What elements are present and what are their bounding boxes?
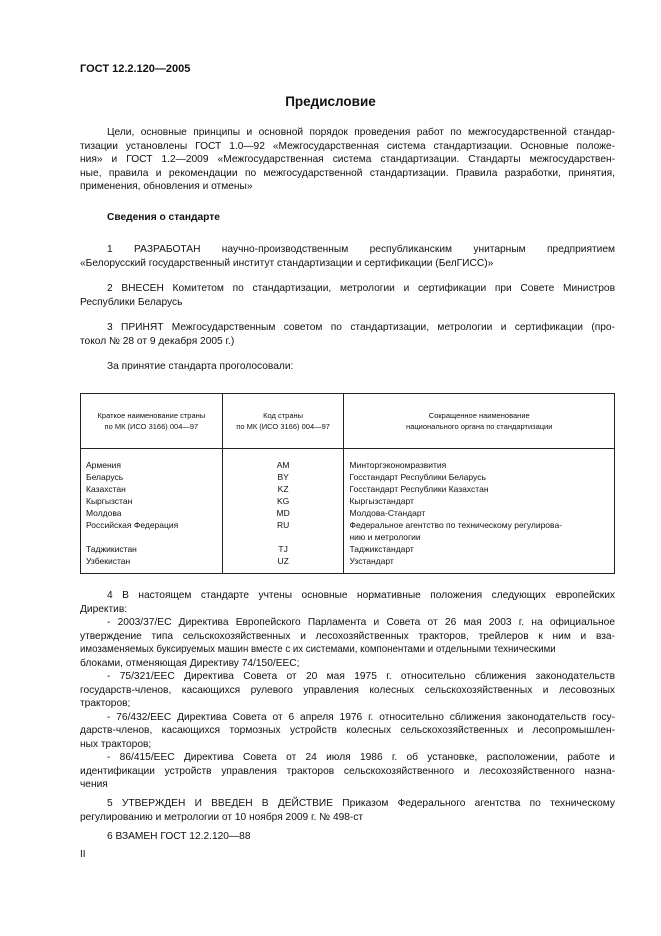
body-cell: Госстандарт Республики Казахстан [344,483,615,495]
vote-table-header-row [81,394,615,449]
item4-line: - 2003/37/ЕС Директива Европейского Парламента и Совета от 26 мая 2003 г. на официальное [107,617,615,628]
code-cell: MD [222,507,344,519]
col-header-code: Код страны по МК (ИСО 3166) 004—97 [222,394,344,449]
code-cell: BY [222,471,344,483]
item4-line: дарств-членов, касающихся тормозных устройств колесных сельскохозяйственных и лесопромышлен- [80,725,615,736]
body-cell: Минторгэкономразвития [344,449,615,472]
code-cell: RU [222,519,344,543]
item4-line: блоками, отменяющая Директиву 74/150/ЕЕС; [80,657,300,669]
item4-line: чения [80,779,108,790]
code-cell: UZ [222,555,344,574]
country-cell: Армения [81,449,223,472]
item4-line: - 75/321/ЕЕС Директива Совета от 20 мая 1975 г. относительно сближения законодательств [107,671,615,682]
country-cell: Молдова [81,507,223,519]
body-cell: Госстандарт Республики Беларусь [344,471,615,483]
table-row [81,555,615,574]
item2-line: Республики Беларусь [80,296,183,308]
code-cell: KG [222,495,344,507]
body-cell: Кыргызстандарт [344,495,615,507]
code-cell: TJ [222,543,344,555]
country-cell: Российская Федерация [81,519,223,543]
body-cell: Федеральное агентство по техническому регулирова- нию и метрологии [344,519,615,543]
item4-line: - 76/432/ЕЕС Директива Совета от 6 апреля 1976 г. относительно сближения законодательств госу- [107,711,615,723]
table-row [81,507,615,519]
table-row [81,543,615,555]
standard-info-heading: Сведения о стандарте [107,212,220,223]
country-cell: Казахстан [81,483,223,495]
intro-line: Цели, основные принципы и основной порядок проведения работ по межгосударственной стандар- [107,127,615,138]
code-cell: AM [222,449,344,472]
item4-line: государств-членов, касающихся рулевого управления колесных сельскохозяйственных и лесовозных [80,684,615,696]
table-row [81,449,615,472]
country-cell: Узбекистан [81,555,223,574]
intro-line: ния» и ГОСТ 1.2—2009 «Межгосударственная система стандартизации. Стандарты межгосударствен- [80,154,615,165]
body-cell: Молдова-Стандарт [344,507,615,519]
country-cell: Таджикистан [81,543,223,555]
intro-line: применения, обновления и отмены» [80,181,253,192]
item1-line: «Белорусский государственный институт стандартизации и сертификации (БелГИСС)» [80,257,494,269]
intro-line: тизации установлены ГОСТ 1.0—92 «Межгосударственная система стандартизации. Основные положе- [80,140,615,152]
item4-line: утверждение типа сельскохозяйственных и лесохозяйственных тракторов, трейлеров к ним и вза- [80,630,615,642]
page-number: II [80,849,86,860]
standard-number-header: ГОСТ 12.2.120—2005 [80,63,191,75]
item1-line: 1 РАЗРАБОТАН научно-производственным республиканским унитарным предприятием [107,244,615,255]
body-cell: Таджикстандарт [344,543,615,555]
item5-line: 5 УТВЕРЖДЕН И ВВЕДЕН В ДЕЙСТВИЕ Приказом Федерального агентства по техническому [107,798,615,809]
item4-line: ных тракторов; [80,738,152,750]
country-cell: Кыргызстан [81,495,223,507]
item4-line: - 86/415/ЕЕС Директива Совета от 24 июля 1986 г. об установке, расположении, работе и [107,752,615,763]
col-header-body: Сокращенное наименование национального органа по стандартизации [344,394,615,449]
table-row [81,483,615,495]
body-cell: Узстандарт [344,555,615,574]
item3-line: 3 ПРИНЯТ Межгосударственным советом по стандартизации, метрологии и сертификации (про- [107,322,615,333]
intro-line: ные, правила и рекомендации по межгосударственной стандартизации. Правила разработки, принятия, [80,167,615,179]
item2-line: 2 ВНЕСЕН Комитетом по стандартизации, метрологии и сертификации при Совете Министров [107,283,615,294]
table-row [81,519,615,543]
item4-line: идентификации устройств управления тракторов сельскохозяйственного и лесохозяйственного назна- [80,765,615,777]
item5-line: регулированию и метрологии от 10 ноября 2009 г. № 498-ст [80,811,364,823]
item4-line: имозаменяемых буксируемых машин вместе с их системами, компонентами и отдельными техническими [80,644,556,655]
item3-line: токол № 28 от 9 декабря 2005 г.) [80,335,235,347]
section-title: Предисловие [285,94,376,109]
table-row [81,471,615,483]
item6-line: 6 ВЗАМЕН ГОСТ 12.2.120—88 [107,831,251,842]
vote-table [80,393,615,574]
item4-line: 4 В настоящем стандарте учтены основные нормативные положения следующих европейских [107,590,615,601]
vote-intro: За принятие стандарта проголосовали: [107,361,294,372]
table-row [81,495,615,507]
col-header-country: Краткое наименование страны по МК (ИСО 3166) 004—97 [81,394,223,449]
code-cell: KZ [222,483,344,495]
item4-line: тракторов; [80,698,131,709]
item4-line: Директив: [80,603,128,615]
country-cell: Беларусь [81,471,223,483]
